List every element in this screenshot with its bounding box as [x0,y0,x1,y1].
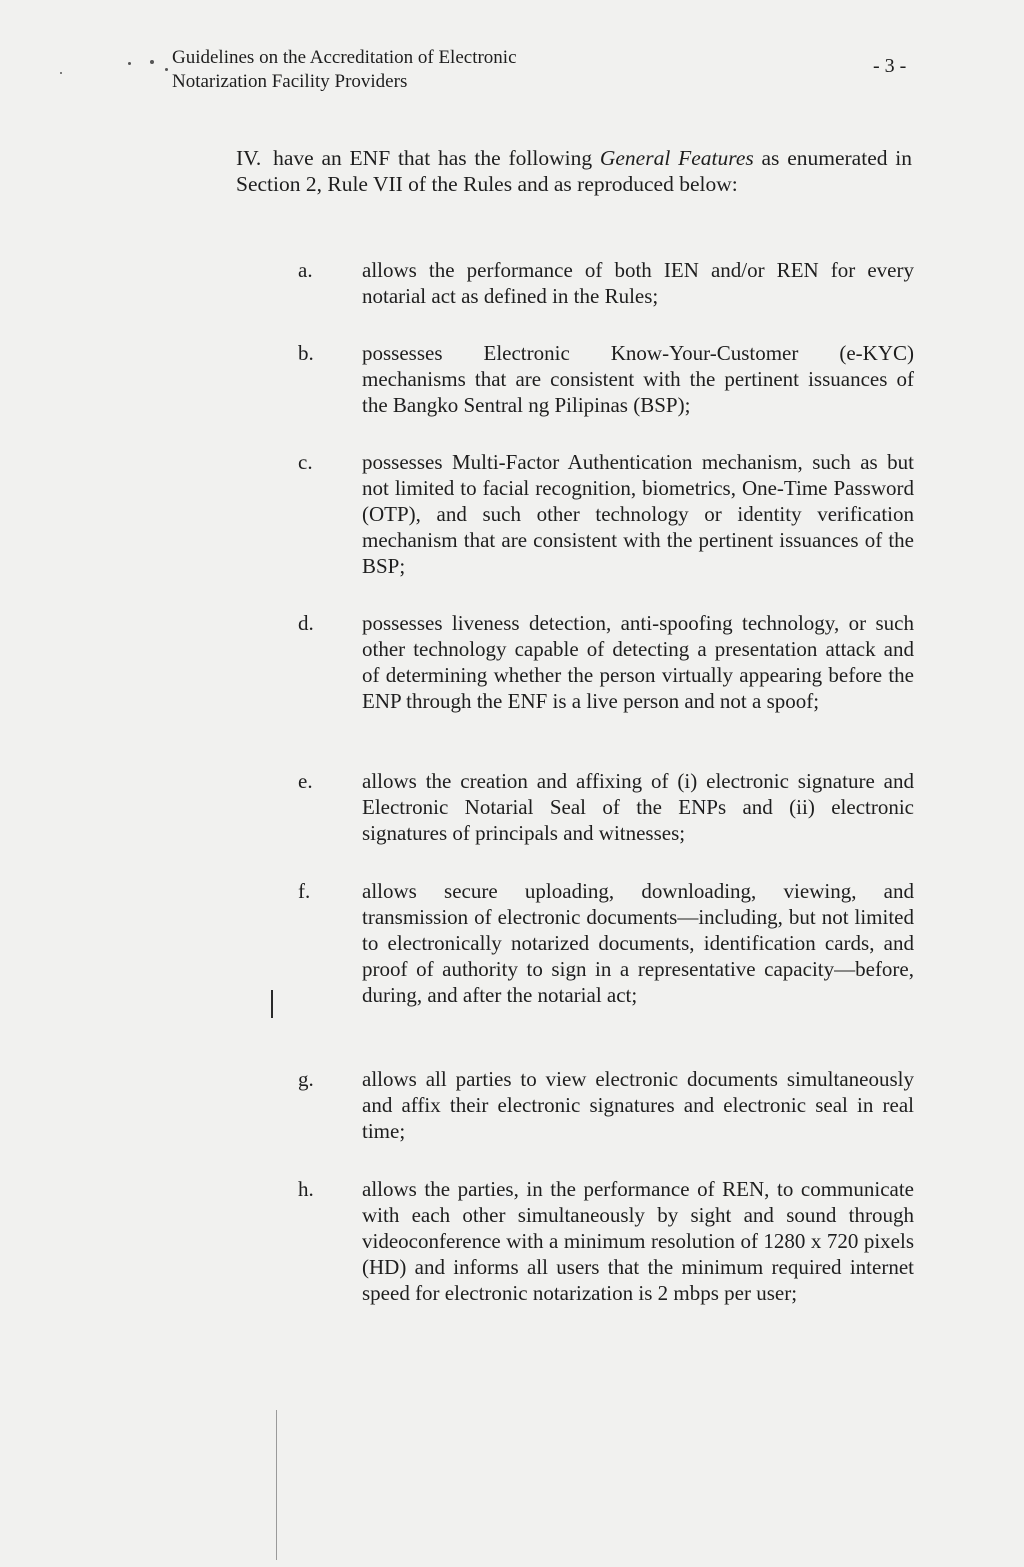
page-number: - 3 - [873,55,907,77]
document-header [172,46,517,94]
list-item-letter: a. [298,258,313,282]
section-number: IV. [236,146,262,170]
list-item-text: possesses Electronic Know-Your-Customer (e-KYC) mechanisms that are consistent with the pertinent issuances of the Bangko Sentral ng Pilipinas (BSP); [362,341,914,417]
intro-emphasis: General Features [599,146,754,170]
scan-speck [165,68,168,71]
list-item-f [298,878,914,1008]
list-item-letter: g. [298,1067,314,1091]
scan-artifact-line [276,1410,277,1560]
list-item-text: allows all parties to view electronic documents simultaneously and affix their electronic signatures and electronic seal in real time; [362,1067,914,1143]
list-item-letter: c. [298,450,313,474]
intro-text-before: have an ENF that has the following [273,146,600,170]
list-item-d [298,610,914,714]
section-iv-intro [236,146,912,197]
list-item-b [298,340,914,418]
list-item-text: allows the creation and affixing of (i) electronic signature and Electronic Notarial Seal of the ENPs and (ii) electronic signatures of principals and witnesses; [362,769,914,845]
intro-text-after: as enumerated in Section 2, Rule VII of the Rules and as reproduced below: [236,146,912,196]
list-item-letter: d. [298,611,314,635]
list-item-c [298,449,914,579]
scan-speck [150,60,154,64]
list-item-a [298,257,914,309]
list-item-text: allows the performance of both IEN and/or REN for every notarial act as defined in the Rules; [362,258,914,308]
header-title-line-2: Notarization Facility Providers [172,71,408,92]
list-item-text: possesses liveness detection, anti-spoofing technology, or such other technology capable of detecting a presentation attack and of determining whether the person virtually appearing before the ENP through the ENF is a live person and not a spoof; [362,611,914,713]
list-item-letter: b. [298,341,314,365]
scan-speck [128,62,131,65]
list-item-h [298,1176,914,1306]
list-item-text: allows secure uploading, downloading, viewing, and transmission of electronic documents—including, but not limited to electronically notarized documents, identification cards, and proof of authority to sign in a representative capacity—before, during, and after the notarial act; [362,879,914,1007]
list-item-text: possesses Multi-Factor Authentication mechanism, such as but not limited to facial recognition, biometrics, One-Time Password (OTP), and such other technology or identity verification mechanism that are consistent with the pertinent issuances of the BSP; [362,450,914,578]
margin-mark [271,990,273,1018]
list-item-letter: f. [298,879,311,903]
scan-speck [60,72,62,74]
header-title-line-1: Guidelines on the Accreditation of Electronic [172,47,517,68]
list-item-letter: e. [298,769,313,793]
list-item-g [298,1066,914,1144]
list-item-e [298,768,914,846]
list-item-text: allows the parties, in the performance of REN, to communicate with each other simultaneously by sight and sound through videoconference with a minimum resolution of 1280 x 720 pixels (HD) and informs all users that the minimum required internet speed for electronic notarization is 2 mbps per user; [362,1177,914,1305]
list-item-letter: h. [298,1177,314,1201]
